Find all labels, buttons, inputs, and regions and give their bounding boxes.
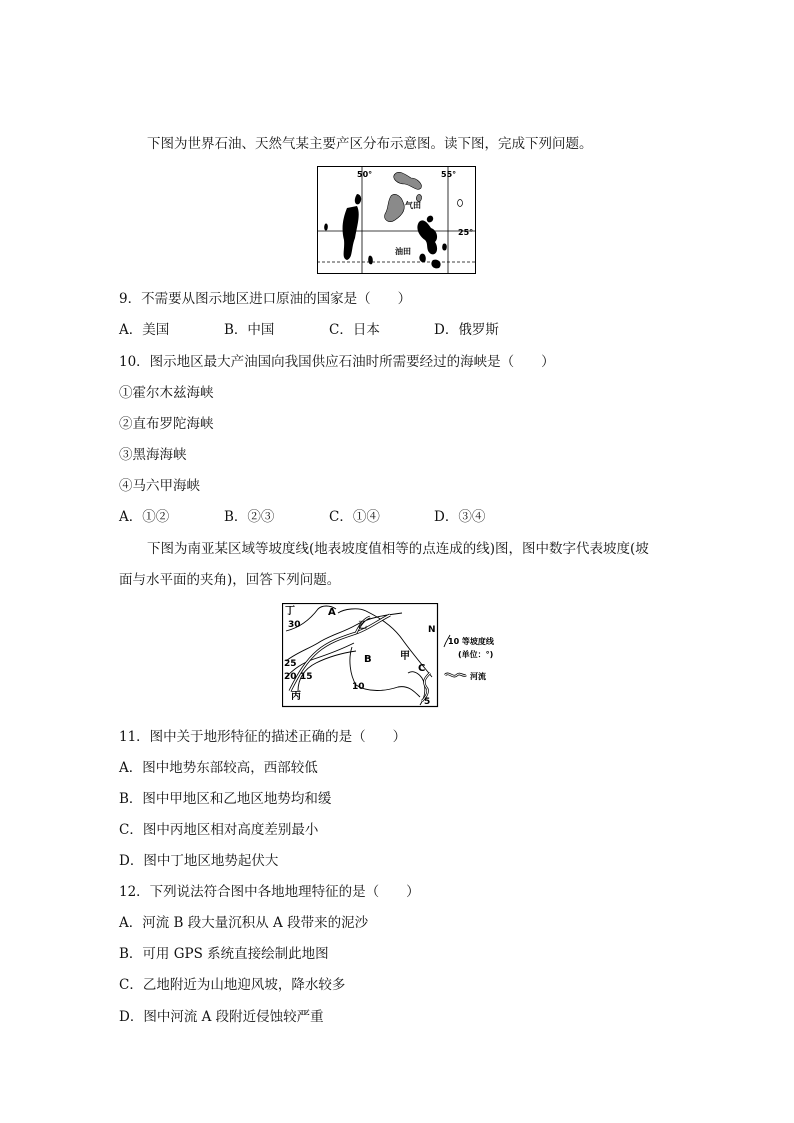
lon-label-50: 50° [357, 170, 373, 179]
label-c: C [418, 663, 426, 674]
label-n: N [428, 625, 436, 635]
label-5: 5 [424, 697, 431, 707]
q11-option-b[interactable]: B．图中甲地区和乙地区地势均和缓 [119, 791, 332, 807]
q10-item-2: ②直布罗陀海峡 [119, 416, 214, 432]
q10-item-3: ③黑海海峡 [119, 447, 187, 463]
label-ding: 丁 [285, 606, 295, 617]
label-jia: 甲 [400, 651, 410, 662]
legend-contour-label: 10 等坡度线 [448, 637, 494, 646]
intro-paragraph-2-line-2: 面与水平面的夹角)，回答下列问题。 [119, 572, 341, 588]
intro-paragraph-1: 下图为世界石油、天然气某主要产区分布示意图。读下图，完成下列问题。 [147, 136, 593, 152]
q11-option-d[interactable]: D．图中丁地区地势起伏大 [119, 853, 279, 869]
label-20: 20 [284, 672, 297, 682]
q10-option-d[interactable]: D．③④ [434, 509, 486, 525]
q12-option-b[interactable]: B．可用 GPS 系统直接绘制此地图 [119, 946, 329, 962]
lat-label-25: 25° [458, 228, 474, 237]
label-30: 30 [288, 620, 301, 630]
legend-unit-label: (单位：°) [458, 650, 494, 659]
label-bing: 丙 [291, 691, 301, 702]
label-15: 15 [300, 672, 313, 682]
legend-river-label: 河流 [470, 672, 486, 681]
q10-option-c[interactable]: C．①④ [329, 509, 380, 525]
q10-option-b[interactable]: B．②③ [224, 509, 275, 525]
q11-option-c[interactable]: C．图中丙地区相对高度差别最小 [119, 822, 319, 838]
question-11-stem: 11．图中关于地形特征的描述正确的是（ ） [119, 729, 407, 745]
q10-item-4: ④马六甲海峡 [119, 478, 200, 494]
q12-option-a[interactable]: A．河流 B 段大量沉积从 A 段带来的泥沙 [119, 915, 369, 931]
question-12-stem: 12．下列说法符合图中各地地理特征的是（ ） [119, 884, 420, 900]
gas-field-label: 气田 [405, 201, 421, 210]
slope-contour-map [282, 603, 522, 709]
label-yi: 乙 [358, 621, 368, 631]
q12-option-c[interactable]: C．乙地附近为山地迎风坡，降水较多 [119, 977, 346, 993]
q10-option-a[interactable]: A．①② [119, 509, 170, 525]
label-a: A [328, 607, 336, 618]
question-10-stem: 10．图示地区最大产油国向我国供应石油时所需要经过的海峡是（ ） [119, 354, 555, 370]
q9-option-a[interactable]: A．美国 [119, 322, 170, 338]
intro-paragraph-2-line-1: 下图为南亚某区域等坡度线(地表坡度值相等的点连成的线)图，图中数字代表坡度(坡 [147, 541, 649, 557]
question-9-stem: 9．不需要从图示地区进口原油的国家是（ ） [119, 291, 412, 307]
label-10: 10 [352, 682, 365, 692]
q9-option-d[interactable]: D．俄罗斯 [434, 322, 499, 338]
q9-option-c[interactable]: C．日本 [329, 322, 380, 338]
q9-option-b[interactable]: B．中国 [224, 322, 275, 338]
q11-option-a[interactable]: A．图中地势东部较高，西部较低 [119, 760, 318, 776]
oil-gas-map [317, 166, 477, 276]
lon-label-55: 55° [441, 170, 457, 179]
q12-option-d[interactable]: D．图中河流 A 段附近侵蚀较严重 [119, 1009, 324, 1025]
label-b: B [364, 654, 372, 665]
oil-field-label: 油田 [395, 247, 411, 256]
label-25: 25 [284, 659, 297, 669]
q10-item-1: ①霍尔木兹海峡 [119, 385, 214, 401]
